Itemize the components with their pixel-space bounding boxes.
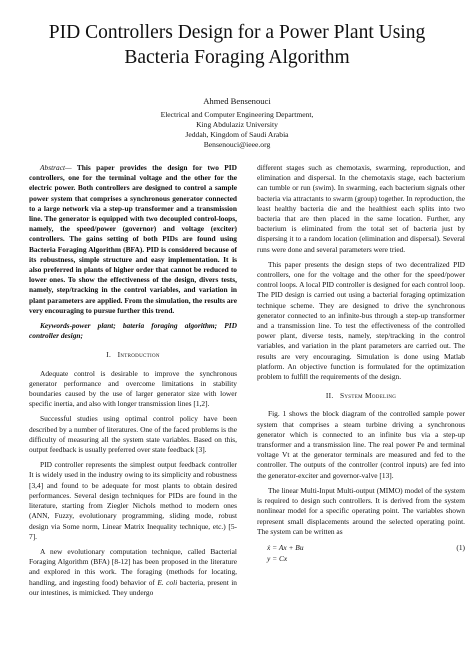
intro-paragraph-3: PID controller represents the simplest output feedback controller It is widely used in the industry owing to its simplicity and robustness [3,4] and found to be adequate for most plants to obtain desired performances. Several design techniques for PIDs are found in the literature, starting from Ziegler Nichols method to modern ones (ANN, Fuzzy, evolutionary programming, sliding mode, robust design via Some norm, Linear Matrix Inequality technique, etc.) [5-7]. [29, 460, 237, 541]
paper-title [20, 20, 454, 70]
equation-line-1 [267, 542, 465, 553]
keywords: Keywords-power plant; bateria foraging algorithm; PID controller design; [29, 321, 237, 341]
modeling-paragraph-1: Fig. 1 shows the block diagram of the controlled sample power system that comprises a steam turbine driving a synchronous generator which is connected to an infinite bus via a step-up transformer and a transmission line. The real power Pe and terminal voltage Vt at the generator terminals are measured and fed to the controller. The outputs of the controller (control inputs) are fed into the generator-exciter and governor-valve [13]. [257, 409, 465, 480]
intro-paragraph-4-a: A new evolutionary computation technique, called Bacterial Foraging Algorithm (BFA) [8-12] has been proposed in the literature and explored in this work. The foraging (methods for locating, handling, and ingesting food) behavior of [29, 546, 237, 587]
right-column [257, 163, 465, 564]
section-number: I. [106, 350, 112, 360]
author-name: Ahmed Bensenouci [203, 96, 271, 106]
equation-number: (1) [456, 542, 465, 552]
title-line-2: Bacteria Foraging Algorithm [124, 47, 350, 68]
affiliation-line-3: Jeddah, Kingdom of Saudi Arabia [185, 130, 289, 139]
intro-paragraph-4-em: E. coli [157, 577, 178, 587]
affiliation-line-2: King Abdulaziz University [196, 120, 278, 129]
equation-output: y = Cx [267, 553, 288, 563]
continued-paragraph: different stages such as chemotaxis, swarming, reproduction, and elimination and dispersal. In the chemotaxis stage, each bacterium can tumble or run (swim). In swarming, each bacterium signals other bacteria via attractants to swarm (group) together. In reproduction, the least healthy bacteria die and the healthiest each splits into two bacteria that are then placed in the same location. Further, any bacterium is eliminated from the total set of bacteria just by dispersing it to a random location (elimination and dispersal). Several runs were done and several parameters were tried. [257, 163, 465, 254]
author-block [60, 96, 414, 150]
equation-line-2 [267, 553, 465, 564]
equation-state: ẋ = Ax + Bu [267, 542, 304, 552]
intro-paragraph-4 [29, 547, 237, 598]
section-heading-system-modeling [257, 391, 465, 401]
modeling-paragraph-2: The linear Multi-Input Multi-output (MIMO) model of the system is required to design such controllers. It is derived from the system nonlinear model for a specific operating point. The variables shown represent small displacements around the selected operating point. The system can be written as [257, 485, 465, 536]
intro-paragraph-1: Adequate control is desirable to improve the synchronous generator performance and overcome limitations in stability boundaries caused by the use of larger generator size with lower specific inertia, and also with longer transmission lines [1,2]. [29, 368, 237, 409]
abstract [29, 163, 237, 316]
author-email: Bensenouci@ieee.org [203, 140, 271, 149]
section-title: System Modeling [339, 391, 397, 401]
title-line-1: PID Controllers Design for a Power Plant Using [48, 22, 426, 43]
section-number: II. [325, 391, 334, 401]
section-title: Introduction [117, 350, 160, 360]
left-column [29, 163, 237, 603]
intro-paragraph-2: Successful studies using optimal control policy have been described by a number of literatures. One of the faced problems is the difficulty of measuring all the system state variables. Based on this, output feedback is usually preferred over state feedback [3]. [29, 414, 237, 455]
intro-paragraph-4-b: bacteria, present in our intestines, is mimicked. They undergo [29, 577, 237, 597]
equation-1 [257, 542, 465, 564]
contribution-paragraph: This paper presents the design steps of two decentralized PID controllers, one for the voltage and the other for the speed/power control loops. A local PID controller is designed for each control loop. The PID design is carried out using a bacterial foraging optimization technique scheme. They are designed to drive the synchronous generator connected to an infinite-bus through a step-up transformer and a transmission line. To test the effectiveness of the controlled power plant, diverse tests, namely, step/tracking in the control variables, and variation in the plant parameters are carried out. The results are very encouraging. Simulation is done using Matlab platform. An objective function is formulated for the optimization problem to fulfill the requirements of the design. [257, 259, 465, 382]
abstract-label: Abstract— [40, 163, 72, 172]
section-heading-introduction [29, 350, 237, 360]
affiliation-line-1: Electrical and Computer Engineering Department, [160, 110, 314, 119]
abstract-text: This paper provides the design for two PID controllers, one for the terminal voltage and the other for the electric power. Both controllers are designed to control a sample power system that comprises a synchronous generator connected to a large network via a step-up transformer and a transmission line. The generator is equipped with two decoupled control-loops, namely, the speed/power (governor) and voltage (exciter) controllers. The gains setting of both PIDs are found using Bacteria Foraging Algorithm (BFA). PID is considered because of its robustness, simple structure and easy implementation. It is also preferred in plants of higher order that cannot be reduced to lower ones. To show the effectiveness of the design, divers tests, namely, step/tracking in the control variables, and variation in plant parameters are applied. From the simulation, the results are very encouraging to pursue further this trend. [29, 163, 238, 315]
